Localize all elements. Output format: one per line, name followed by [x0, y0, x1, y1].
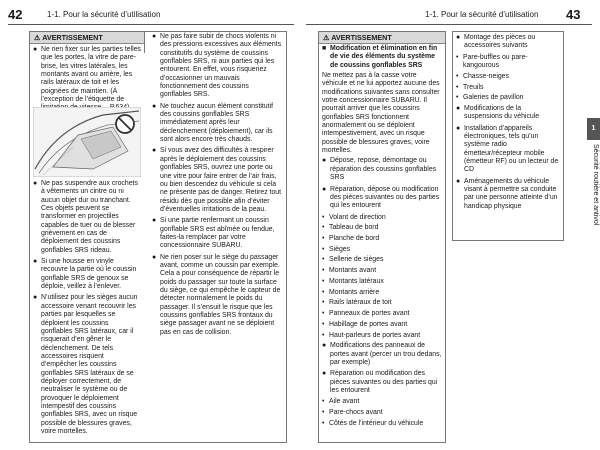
list-item: ● Réparation, dépose ou modification des pièces suivantes ou des parties qui les entourent — [322, 185, 440, 210]
sub-list-item: • Pare-chocs avant — [322, 409, 383, 417]
chapter-tab-label: Sécurité routière et antivol — [592, 144, 599, 226]
sub-list-item: • Montants avant — [322, 267, 377, 275]
sub-list-item: • Rails latéraux de toit — [322, 299, 392, 307]
list-item: ● Montage des pièces ou accessoires suivants — [456, 34, 536, 50]
sub-list-item: • Panneaux de portes avant — [322, 310, 410, 318]
list-item: ● Ne pas suspendre aux crochets à vêtements un cintre ou ni aucun objet dur ou tranchant. Ces objets peuvent se transformer en projectiles capables de tuer ou de blesser grièvement en cas de déploiement des coussins gonflables SRS rideau. — [33, 180, 138, 254]
list-item: ● Aménagements du véhicule visant à permettre sa conduite par une personne atteinte d’un handicap physique — [456, 177, 558, 210]
list-item: ● Ne rien poser sur le siège du passager avant, comme un coussin par exemple. Cela a pour conséquence de répartir le poids du passager sur toute la surface du siège, ce qui empêche le capteur de détecter normalement le poids du passager. Il s’ensuit le risque que les coussins gonflables SRS frontaux du siège passager avant ne se déploient pas en cas de collision. — [152, 253, 281, 336]
sub-list-item: • Haut-parleurs de portes avant — [322, 331, 421, 339]
sub-list-item: • Montants latéraux — [322, 277, 384, 285]
list-item: ● Ne pas faire subir de chocs violents ni des pressions excessives aux éléments constitutifs du système de coussins gonflables SRS, ni aux parties qui les entourent. En effet, vous risqueriez d’occasionner un mauvais fonctionnement des coussins gonflables SRS. — [152, 33, 282, 99]
sub-list-item: • Côtés de l’intérieur du véhicule — [322, 419, 424, 427]
list-item: ● Ne touchez aucun élément constitutif des coussins gonflables SRS immédiatement après leur déclenchement (déploiement), car ils sont alors encore très chauds. — [152, 102, 273, 144]
sub-list-item: • Pare-buffles ou pare-kangourous — [456, 53, 528, 70]
column-4 — [456, 34, 560, 214]
warning-box-left-top-border — [29, 31, 287, 32]
airbag-area-illustration — [33, 107, 141, 177]
right-page-number: 43 — [566, 7, 581, 22]
intro-paragraph: Ne mettez pas à la casse votre véhicule et ne lui apportez aucune des modifications suivantes sans consulter votre concessionnaire SUBARU. Il pourrait arriver que les coussins gonflables SRS fonctionnent anormalement ou se déploient intempestivement, avec un risque possible de blessures graves, voire mortelles. — [322, 72, 440, 155]
column-3 — [322, 45, 442, 431]
warning-title-text: AVERTISSEMENT — [42, 33, 103, 42]
warning-triangle-icon: ⚠ — [323, 33, 330, 42]
sub-list-item: • Planche de bord — [322, 235, 380, 242]
list-item: ● Si une partie renfermant un coussin gonflable SRS est abîmée ou fendue, faites-la remplacer par votre concessionnaire SUBARU. — [152, 217, 275, 250]
section-heading: ■ Modification et élimination en fin de vie des éléments du système de coussins gonflables SRS — [322, 45, 438, 69]
sub-list-item: • Montants arrière — [322, 288, 380, 296]
list-item: ● Réparation ou modification des pièces suivantes ou des parties qui les entourent — [322, 370, 438, 395]
list-item: ● Ne rien fixer sur les parties telles que les portes, la vitre de pare-brise, les vitres latérales, les montants avant ou arrière, les rails latéraux de toit et les poignées de maintien. (À l’exception de l’étiquette de — [33, 46, 141, 104]
column-1-lower — [33, 180, 141, 439]
sub-list-item: • Chasse-neiges — [456, 72, 509, 80]
warning-triangle-icon: ⚠ — [34, 33, 41, 42]
sub-list-item: • Aile avant — [322, 398, 360, 406]
sub-list-item: • Tableau de bord — [322, 224, 379, 232]
sub-list-item: • Treuils — [456, 83, 484, 91]
list-item: ● Dépose, repose, démontage ou réparation des coussins gonflables SRS — [322, 157, 437, 182]
list-item: ● Installation d’appareils électroniques, tels qu’un système radio émetteur/récepteur mobile (émetteur RF) ou un lecteur de CD — [456, 124, 559, 174]
header-rule-right — [306, 24, 592, 25]
column-1 — [33, 46, 141, 116]
list-item: ● Si une housse en vinyle recouvre la partie où le coussin gonflable SRS de genoux se déploie, veillez à l’enlever. — [33, 258, 137, 291]
warning-box-title-right — [319, 32, 445, 44]
sub-list-item: • Sièges — [322, 245, 351, 253]
warning-title-text: AVERTISSEMENT — [331, 33, 392, 42]
left-running-head: 1-1. Pour la sécurité d’utilisation — [47, 10, 161, 19]
sub-list-item: • Volant de direction — [322, 213, 386, 221]
chapter-tab: 1 — [587, 118, 600, 140]
list-item: ● Si vous avez des difficultés à respirer après le déploiement des coussins gonflables SRS, ouvrez une porte ou une vitre pour faire entrer de l’air frais, ou bien descendez du véhicule si cela ne présente pas de danger. Retirez tout résidu dès que possible afin d’éviter d’éventuelles irritations de la peau. — [152, 147, 282, 213]
header-rule-left — [8, 24, 294, 25]
sub-list-item: • Galeries de pavillon — [456, 94, 524, 102]
left-page-number: 42 — [8, 7, 23, 22]
list-item: ● Modifications des panneaux de portes avant (percer un trou dedans, par exemple) — [322, 342, 442, 367]
list-item: ● Modifications de la suspensions du véhicule — [456, 104, 540, 121]
sub-list-item: • Habillage de portes avant — [322, 320, 408, 328]
sub-list-item: • Sellerie de sièges — [322, 256, 384, 264]
right-running-head: 1-1. Pour la sécurité d’utilisation — [425, 10, 539, 19]
list-item: ● N’utilisez pour les sièges aucun accessoire venant recouvrir les parties par lesquelles se déploient les coussins gonflables SRS latéraux, car il risquerait d’en gêner le déclenchement. De tels accessoires risquent d’empêcher les coussins gonflables SRS latéraux de se déployer correctement, de neutraliser le système ou de provoquer le déploiement intempestif des coussins gonflables SRS, avec un risque possible de blessures graves, voire mortelles. — [33, 294, 138, 435]
column-2 — [152, 33, 282, 340]
